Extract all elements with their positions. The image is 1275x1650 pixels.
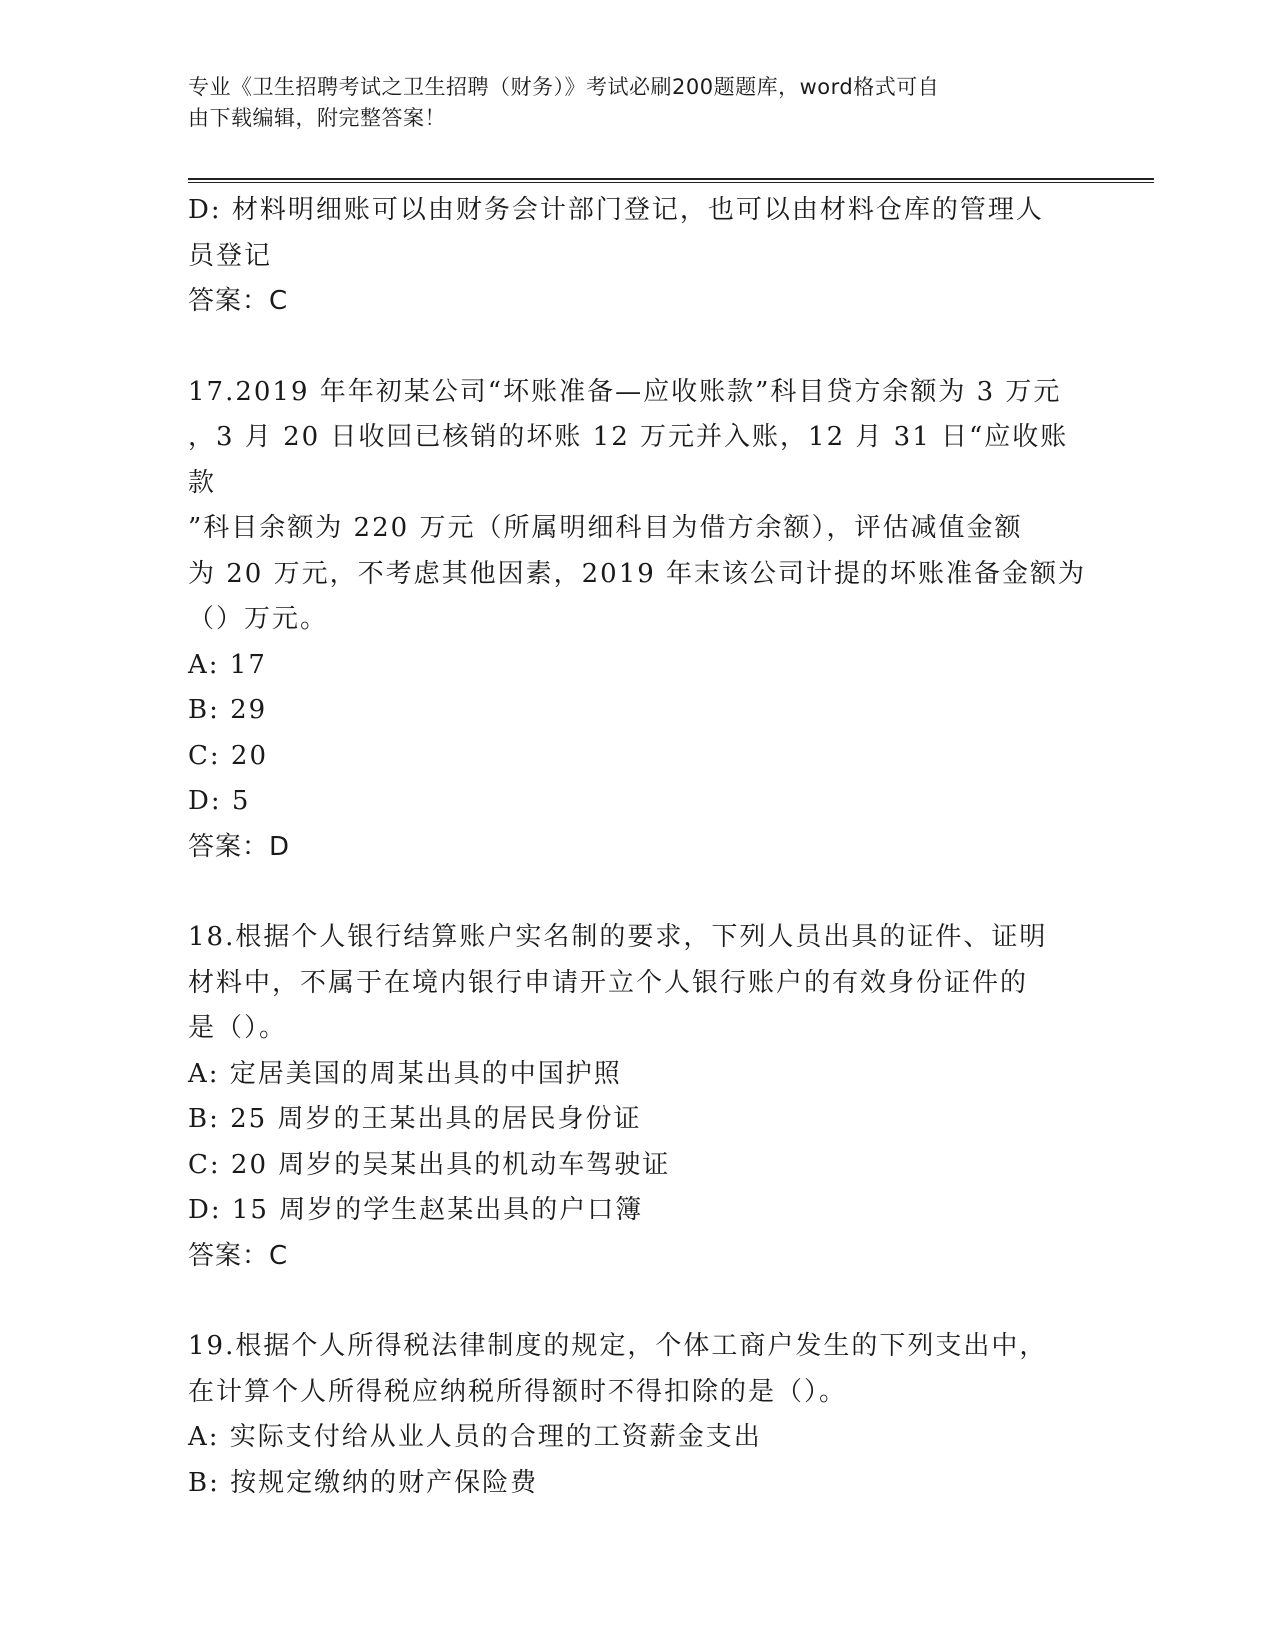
option-d: D: 材料明细账可以由财务会计部门登记，也可以由材料仓库的管理人 (188, 195, 1044, 225)
question-stem-line: 19.根据个人所得税法律制度的规定，个体工商户发生的下列支出中， (188, 1331, 1048, 1361)
question-stem-line: （）万元。 (188, 604, 329, 634)
question-stem-line: 18.根据个人银行结算账户实名制的要求，下列人员出具的证件、证明 (188, 922, 1048, 952)
header-line-2: 由下载编辑，附完整答案！ (188, 106, 446, 130)
question-stem-line: ”科目余额为 220 万元（所属明细科目为借方余额），评估减值金额 (188, 513, 1023, 543)
option-c: C: 20 周岁的吴某出具的机动车驾驶证 (188, 1149, 671, 1180)
option-a: A: 实际支付给从业人员的合理的工资薪金支出 (188, 1422, 762, 1452)
spacer (188, 1279, 1088, 1324)
question-17 (188, 370, 1088, 871)
question-18 (188, 915, 1088, 1279)
header-line-1: 专业《卫生招聘考试之卫生招聘（财务）》考试必刷200题题库，word格式可自 (188, 75, 940, 99)
option-d: D: 5 (188, 786, 251, 816)
question-stem-line: 为 20 万元，不考虑其他因素，2019 年末该公司计提的坏账准备金额为 (188, 558, 1087, 589)
question-stem-line: 材料中，不属于在境内银行申请开立个人银行账户的有效身份证件的 (188, 967, 1029, 998)
option-c: C: 20 (188, 740, 269, 771)
option-b: B: 25 周岁的王某出具的居民身份证 (188, 1104, 642, 1134)
document-header (188, 72, 1068, 134)
answer-label: 答案：C (188, 1240, 289, 1271)
question-16-continued (188, 188, 1088, 325)
question-stem-line: 在计算个人所得税应纳税所得额时不得扣除的是（）。 (188, 1376, 848, 1407)
spacer (188, 870, 1088, 915)
answer-label: 答案：D (188, 831, 291, 862)
option-d-continued: 员登记 (188, 240, 273, 271)
question-stem-line: 17.2019 年年初某公司“坏账准备—应收账款”科目贷方余额为 3 万元 (188, 376, 1062, 407)
spacer (188, 325, 1088, 370)
question-stem-line: ，3 月 20 日收回已核销的坏账 12 万元并入账，12 月 31 日“应收账款 (188, 422, 1069, 498)
option-d: D: 15 周岁的学生赵某出具的户口簿 (188, 1195, 644, 1225)
option-a: A: 17 (188, 649, 267, 680)
document-body (188, 188, 1088, 1506)
option-a: A: 定居美国的周某出具的中国护照 (188, 1058, 622, 1089)
answer-label: 答案：C (188, 286, 289, 316)
question-stem-line: 是（）。 (188, 1013, 288, 1043)
option-b: B: 按规定缴纳的财产保险费 (188, 1467, 539, 1498)
header-divider (188, 178, 1154, 183)
option-b: B: 29 (188, 695, 268, 725)
question-19 (188, 1324, 1088, 1506)
